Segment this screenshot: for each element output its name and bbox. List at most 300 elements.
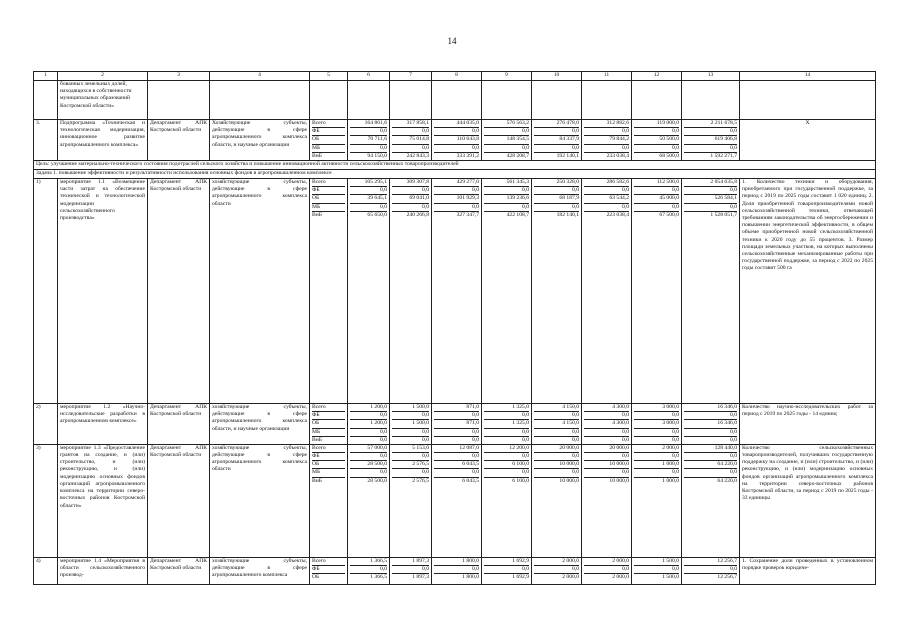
task-row xyxy=(34,169,876,178)
executor: Департамент АПК Костромской области xyxy=(148,403,210,444)
value-cell: 422 108,7 xyxy=(506,211,529,218)
value-cell: 2 000,0 xyxy=(584,558,629,566)
value-col-8 xyxy=(432,444,482,557)
fund-label: Всего xyxy=(312,120,345,128)
value-cell: 0,0 xyxy=(534,566,579,574)
indicator: 1. Сохранение доли проведенных в установленном порядке проверок юридиче- xyxy=(740,557,876,584)
value-col-7 xyxy=(390,120,432,161)
header-col-5: 5 xyxy=(310,72,348,81)
value-cell: 276 478,0 xyxy=(534,120,579,128)
value-col-12 xyxy=(632,178,682,403)
measure-1-2-row xyxy=(34,403,876,444)
value-col-13 xyxy=(682,557,740,584)
value-cell: 0,0 xyxy=(684,566,737,574)
value-cell: 0,0 xyxy=(584,566,629,574)
value-cell: 16 346,0 xyxy=(684,420,737,428)
value-cell: 0,0 xyxy=(584,469,629,477)
value-cell: 0,0 xyxy=(584,429,629,437)
value-cell: 0,0 xyxy=(584,145,629,153)
value-cell: 28 500,0 xyxy=(367,477,387,484)
measure-1-1-row xyxy=(34,178,876,403)
value-col-10 xyxy=(532,120,582,161)
header-col-10: 10 xyxy=(532,72,582,81)
header-col-6: 6 xyxy=(348,72,390,81)
value-cell: 0,0 xyxy=(484,412,529,420)
header-col-9: 9 xyxy=(482,72,532,81)
value-cell: 0,0 xyxy=(392,566,429,574)
value-cell: 0,0 xyxy=(534,429,579,437)
value-cell: 1 897,3 xyxy=(412,574,429,581)
value-cell: 0,0 xyxy=(634,128,679,136)
measure-1-4-row xyxy=(34,557,876,584)
value-cell: 164 861,6 xyxy=(350,120,387,128)
value-cell: 79 844,2 xyxy=(584,136,629,144)
value-cell: 1 000,0 xyxy=(662,477,679,484)
fund-label: ОБ xyxy=(312,420,345,428)
fund-label: МБ xyxy=(312,469,345,477)
participants: хозяйствующие субъекты, действующие в сфере агропромышленного комплекса области xyxy=(210,178,310,403)
value-cell: 1 500,0 xyxy=(392,420,429,428)
fund-label: ВнБ xyxy=(312,436,322,443)
value-cell: 1 200,0 xyxy=(350,420,387,428)
value-cell: 0,0 xyxy=(534,453,579,461)
value-cell: 0,0 xyxy=(534,145,579,153)
value-cell: 576 563,2 xyxy=(484,120,529,128)
header-row xyxy=(34,72,876,81)
value-cell: 0,0 xyxy=(380,436,387,443)
goal-row xyxy=(34,160,876,169)
header-col-7: 7 xyxy=(390,72,432,81)
value-cell: 0,0 xyxy=(434,187,479,195)
value-cell: 6 043,5 xyxy=(462,477,479,484)
value-cell: 0,0 xyxy=(392,204,429,212)
value-cell: 0,0 xyxy=(350,145,387,153)
header-col-14: 14 xyxy=(740,72,876,81)
item-name: Подпрограмма «Техническая и технологическая модернизация, инновационное развитие агропромышленного комплекса» xyxy=(58,120,148,161)
value-cell: 1 325,0 xyxy=(484,404,529,412)
value-cell: 3 000,0 xyxy=(634,404,679,412)
value-cell: 39 645,1 xyxy=(350,195,387,203)
value-cell: 0,0 xyxy=(484,453,529,461)
value-col-10 xyxy=(532,444,582,557)
value-cell: 0,0 xyxy=(392,453,429,461)
value-cell: 0,0 xyxy=(634,187,679,195)
value-col-7 xyxy=(390,444,432,557)
value-cell: 2 211 678,5 xyxy=(684,120,737,128)
value-cell: 0,0 xyxy=(584,412,629,420)
value-cell: 0,0 xyxy=(392,128,429,136)
value-cell: 3 000,0 xyxy=(634,420,679,428)
value-cell: 1 325,0 xyxy=(484,420,529,428)
value-cell: 0,0 xyxy=(534,128,579,136)
executor: Департамент АПК Костромской области xyxy=(148,444,210,557)
program-table xyxy=(33,71,876,585)
value-cell: 6 043,5 xyxy=(434,461,479,469)
value-col-6 xyxy=(348,557,390,584)
value-cell: 0,0 xyxy=(350,128,387,136)
item-name: мероприятие 1.3 «Предоставление грантов на создание, и (или) строительство, и (или) реконструкцию, и (или) модернизацию основных фондов организаций агропромышленного комплекса на территории северо-восточных районов Костромской области» xyxy=(58,444,148,557)
value-col-13 xyxy=(682,444,740,557)
value-cell: 317 858,1 xyxy=(392,120,429,128)
value-cell: 128 440,0 xyxy=(684,445,737,453)
value-cell: 1 366,5 xyxy=(350,558,387,566)
fund-label: ОБ xyxy=(312,461,345,469)
value-cell: 112 500,0 xyxy=(634,179,679,187)
value-cell: 0,0 xyxy=(350,469,387,477)
fund-labels xyxy=(310,557,348,584)
value-col-13 xyxy=(682,120,740,161)
value-col-10 xyxy=(532,557,582,584)
value-cell: 1 800,0 xyxy=(462,574,479,581)
value-col-9 xyxy=(482,557,532,584)
value-col-7 xyxy=(390,403,432,444)
value-col-8 xyxy=(432,120,482,161)
item-number: 4) xyxy=(34,557,58,584)
fund-label: ОБ xyxy=(312,195,345,203)
value-cell: 12 087,0 xyxy=(434,445,479,453)
value-col-12 xyxy=(632,120,682,161)
header-col-11: 11 xyxy=(582,72,632,81)
value-cell: 429 277,0 xyxy=(434,179,479,187)
value-cell: 2 054 635,8 xyxy=(684,179,737,187)
value-col-10 xyxy=(532,403,582,444)
value-cell: 619 406,8 xyxy=(684,136,737,144)
value-cell: 0,0 xyxy=(634,412,679,420)
value-cell: 0,0 xyxy=(350,412,387,420)
value-cell: 101 929,3 xyxy=(434,195,479,203)
fund-label: Всего xyxy=(312,445,345,453)
value-cell: 75 014,8 xyxy=(392,136,429,144)
value-cell: 0,0 xyxy=(730,436,737,443)
item-name: мероприятие 1.4 «Мероприятия в области сельскохозяйственного производ- xyxy=(58,557,148,584)
fund-label: ФБ xyxy=(312,187,345,195)
item-name: мероприятие 1.1 «Возмещение части затрат на обеспечение технической и технологической модернизации сельскохозяйственного производства» xyxy=(58,178,148,403)
value-cell: 0,0 xyxy=(392,187,429,195)
value-cell: 139 236,6 xyxy=(484,195,529,203)
value-cell: 0,0 xyxy=(622,436,629,443)
value-col-13 xyxy=(682,178,740,403)
value-cell: 0,0 xyxy=(350,187,387,195)
value-cell: 84 337,9 xyxy=(534,136,579,144)
value-cell: 0,0 xyxy=(634,469,679,477)
goal-text: Цель: улучшение материально-технического состояния подотраслей сельского хозяйства и повышение инновационной активности сельскохозяйственных товаропроизводителей xyxy=(34,160,876,169)
value-cell: 119 000,0 xyxy=(634,120,679,128)
fund-labels xyxy=(310,120,348,161)
value-col-6 xyxy=(348,444,390,557)
item-number: 2) xyxy=(34,403,58,444)
value-cell: 0,0 xyxy=(484,429,529,437)
value-cell: 250 328,0 xyxy=(534,179,579,187)
value-cell: 12 256,7 xyxy=(684,558,737,566)
fund-label: ФБ xyxy=(312,412,345,420)
value-cell: 1 592 271,7 xyxy=(710,152,737,159)
value-cell: 0,0 xyxy=(484,145,529,153)
value-cell: 1 200,0 xyxy=(350,404,387,412)
value-col-7 xyxy=(390,178,432,403)
value-cell: 2 000,0 xyxy=(562,574,579,581)
executor: Департамент АПК Костромской области xyxy=(148,120,210,161)
value-cell: 0,0 xyxy=(392,429,429,437)
value-col-12 xyxy=(632,557,682,584)
value-cell: 10 000,0 xyxy=(559,477,579,484)
value-cell: 0,0 xyxy=(484,204,529,212)
header-col-1: 1 xyxy=(34,72,58,81)
value-col-11 xyxy=(582,403,632,444)
value-cell: 20 000,0 xyxy=(534,445,579,453)
value-col-11 xyxy=(582,444,632,557)
indicator: Количество сельскохозяйственных товаропроизводителей, получивших государственную поддержку на создание, и (или) строительство, и (или) реконструкцию, и (или) модернизацию основных фондов организаций агропромышленного комплекса на территории северо-восточных районов Костромской области, за период с 2019 по 2025 годы - 33 единицы xyxy=(740,444,876,557)
value-cell: 0,0 xyxy=(484,187,529,195)
value-col-9 xyxy=(482,444,532,557)
fund-label: ОБ xyxy=(312,136,345,144)
value-cell: 0,0 xyxy=(534,187,579,195)
value-cell: 444 035,0 xyxy=(434,120,479,128)
value-cell: 0,0 xyxy=(634,204,679,212)
header-col-2: 2 xyxy=(58,72,148,81)
value-cell: 2 000,0 xyxy=(612,574,629,581)
task-text: Задача 1. повышение эффективности и результативности использования основных фондов в агропромышленном комплексе xyxy=(34,169,876,178)
value-cell: 4 300,0 xyxy=(584,404,629,412)
value-cell: 0,0 xyxy=(684,469,737,477)
indicator: Количество научно-исследовательских работ за период с 2019 по 2025 годы - 14 единиц xyxy=(740,403,876,444)
fund-label: ФБ xyxy=(312,566,345,574)
header-col-8: 8 xyxy=(432,72,482,81)
value-col-8 xyxy=(432,403,482,444)
value-col-6 xyxy=(348,120,390,161)
value-cell: 1 800,0 xyxy=(434,558,479,566)
header-col-4: 4 xyxy=(210,72,310,81)
value-cell: 1 500,0 xyxy=(634,558,679,566)
value-col-8 xyxy=(432,178,482,403)
value-cell: 105 295,1 xyxy=(350,179,387,187)
value-cell: 20 000,0 xyxy=(584,445,629,453)
value-cell: 0,0 xyxy=(522,436,529,443)
value-col-10 xyxy=(532,178,582,403)
value-col-9 xyxy=(482,403,532,444)
fund-label: Всего xyxy=(312,404,345,412)
value-cell: 0,0 xyxy=(684,429,737,437)
value-cell: 0,0 xyxy=(350,566,387,574)
value-cell: 0,0 xyxy=(484,128,529,136)
value-cell: 68 500,0 xyxy=(659,152,679,159)
value-cell: 45 000,0 xyxy=(634,195,679,203)
value-cell: 871,0 xyxy=(434,404,479,412)
value-cell: 0,0 xyxy=(392,145,429,153)
value-cell: 1 692,9 xyxy=(484,558,529,566)
value-col-11 xyxy=(582,120,632,161)
value-cell: 0,0 xyxy=(572,436,579,443)
item-name: мероприятие 1.2 «Научно-исследовательские разработки в агропромышленном комплексе» xyxy=(58,403,148,444)
value-cell: 0,0 xyxy=(434,469,479,477)
value-cell: 4 300,0 xyxy=(584,420,629,428)
executor: Департамент АПК Костромской области xyxy=(148,178,210,403)
continuation-row xyxy=(34,81,876,120)
value-cell: 0,0 xyxy=(634,566,679,574)
value-cell: 0,0 xyxy=(584,187,629,195)
subprogram-3-row xyxy=(34,120,876,161)
value-cell: 0,0 xyxy=(634,429,679,437)
item-number: 1) xyxy=(34,178,58,403)
value-col-6 xyxy=(348,178,390,403)
value-cell: 0,0 xyxy=(684,187,737,195)
participants: хозяйствующие субъекты, действующие в сфере агропромышленного комплекса xyxy=(210,557,310,584)
value-cell: 333 391,2 xyxy=(456,152,479,159)
value-cell: 0,0 xyxy=(634,453,679,461)
participants: хозяйствующие субъекты, действующие в сфере агропромышленного комплекса области xyxy=(210,444,310,557)
value-cell: 0,0 xyxy=(584,204,629,212)
value-cell: 0,0 xyxy=(422,436,429,443)
value-cell: 327 347,7 xyxy=(456,211,479,218)
value-cell: 4 150,0 xyxy=(534,404,579,412)
value-cell: 5 153,0 xyxy=(392,445,429,453)
header-col-13: 13 xyxy=(682,72,740,81)
value-cell: 10 000,0 xyxy=(609,477,629,484)
value-cell: 0,0 xyxy=(672,436,679,443)
value-cell: 0,0 xyxy=(634,145,679,153)
value-cell: 94 150,0 xyxy=(367,152,387,159)
value-cell: 63 544,2 xyxy=(584,195,629,203)
value-cell: 0,0 xyxy=(350,429,387,437)
continuation-text: бованных земельных долей, находящихся в собственности муниципальных образований Костромской области» xyxy=(58,81,148,120)
value-col-11 xyxy=(582,557,632,584)
value-cell: 242 843,3 xyxy=(406,152,429,159)
value-cell: 16 346,0 xyxy=(684,404,737,412)
item-number: 3. xyxy=(34,120,58,161)
value-cell: 0,0 xyxy=(434,412,479,420)
value-cell: 1 000,0 xyxy=(634,461,679,469)
value-cell: 57 000,0 xyxy=(350,445,387,453)
value-col-6 xyxy=(348,403,390,444)
value-cell: 50 500,0 xyxy=(634,136,679,144)
value-cell: 28 500,0 xyxy=(350,461,387,469)
value-cell: 68 187,9 xyxy=(534,195,579,203)
value-col-12 xyxy=(632,403,682,444)
value-col-7 xyxy=(390,557,432,584)
value-cell: 12 256,7 xyxy=(717,574,737,581)
value-cell: 110 643,8 xyxy=(434,136,479,144)
value-cell: 2 576,5 xyxy=(412,477,429,484)
value-cell: 6 100,0 xyxy=(484,461,529,469)
value-col-11 xyxy=(582,178,632,403)
value-cell: 10 000,0 xyxy=(584,461,629,469)
participants: хозяйствующие субъекты, действующие в сфере агропромышленного комплекса области, и научные организации xyxy=(210,403,310,444)
value-cell: 0,0 xyxy=(534,469,579,477)
fund-label: Всего xyxy=(312,179,345,187)
value-cell: 1 366,5 xyxy=(370,574,387,581)
value-col-12 xyxy=(632,444,682,557)
value-cell: 0,0 xyxy=(350,204,387,212)
value-cell: 0,0 xyxy=(584,128,629,136)
value-cell: 0,0 xyxy=(434,429,479,437)
value-cell: 0,0 xyxy=(534,204,579,212)
value-cell: 526 584,1 xyxy=(684,195,737,203)
value-cell: 0,0 xyxy=(392,412,429,420)
value-cell: 182 140,1 xyxy=(556,211,579,218)
value-cell: 312 882,6 xyxy=(584,120,629,128)
value-cell: 0,0 xyxy=(392,469,429,477)
value-cell: 64 220,0 xyxy=(717,477,737,484)
value-cell: 1 528 051,7 xyxy=(710,211,737,218)
value-cell: 0,0 xyxy=(350,453,387,461)
fund-label: МБ xyxy=(312,204,345,212)
value-cell: 0,0 xyxy=(534,412,579,420)
header-col-12: 12 xyxy=(632,72,682,81)
fund-label: ВнБ xyxy=(312,477,322,484)
value-cell: 65 650,0 xyxy=(367,211,387,218)
value-col-9 xyxy=(482,120,532,161)
indicator: Х xyxy=(740,120,876,161)
value-cell: 148 354,5 xyxy=(484,136,529,144)
value-cell: 561 345,3 xyxy=(484,179,529,187)
header-col-3: 3 xyxy=(148,72,210,81)
value-cell: 0,0 xyxy=(584,453,629,461)
item-number: 3) xyxy=(34,444,58,557)
participants: Хозяйствующие субъекты, действующие в сфере агропромышленного комплекса области, и научные организации xyxy=(210,120,310,161)
indicator: 1. Количество техники и оборудования, приобретаемого при государственной поддержке, за период с 2019 по 2025 годы составит 1 020 единиц. 2. Доля приобретенной товаропроизводителями новой сельскохозяйственной техники, отвечающей требованиям законодательства об энергосбережении и повышении энергетической эффективности, в общем объеме приобретенной новой сельскохозяйственной техники к 2020 году до 55 процентов. 3. Размер площади земельных участков, на которых выполнены сельскохозяйственные механизированные работы при государственной поддержке, за период с 2022 по 2025 годы составит 500 га xyxy=(740,178,876,403)
fund-label: ВнБ xyxy=(312,211,322,218)
fund-labels xyxy=(310,178,348,403)
value-cell: 0,0 xyxy=(684,453,737,461)
value-cell: 0,0 xyxy=(472,436,479,443)
value-cell: 0,0 xyxy=(684,412,737,420)
fund-label: МБ xyxy=(312,429,345,437)
value-cell: 6 100,0 xyxy=(512,477,529,484)
value-cell: 223 038,4 xyxy=(606,211,629,218)
value-cell: 10 000,0 xyxy=(534,461,579,469)
value-col-8 xyxy=(432,557,482,584)
value-cell: 309 307,8 xyxy=(392,179,429,187)
executor: Департамент АПК Костромской области xyxy=(148,557,210,584)
value-cell: 192 140,1 xyxy=(556,152,579,159)
value-cell: 0,0 xyxy=(434,145,479,153)
value-cell: 1 692,9 xyxy=(512,574,529,581)
value-cell: 2 576,5 xyxy=(392,461,429,469)
value-cell: 2 000,0 xyxy=(534,558,579,566)
value-cell: 233 038,4 xyxy=(606,152,629,159)
value-cell: 0,0 xyxy=(684,145,737,153)
value-cell: 70 711,6 xyxy=(350,136,387,144)
value-cell: 240 266,8 xyxy=(406,211,429,218)
value-cell: 4 150,0 xyxy=(534,420,579,428)
value-cell: 871,0 xyxy=(434,420,479,428)
value-cell: 0,0 xyxy=(434,453,479,461)
value-cell: 0,0 xyxy=(434,204,479,212)
fund-label: ОБ xyxy=(312,574,320,581)
fund-label: ВнБ xyxy=(312,152,322,159)
value-cell: 1 500,0 xyxy=(392,404,429,412)
value-cell: 0,0 xyxy=(684,128,737,136)
fund-label: Всего xyxy=(312,558,345,566)
value-cell: 1 897,3 xyxy=(392,558,429,566)
value-cell: 0,0 xyxy=(684,204,737,212)
value-cell: 0,0 xyxy=(434,566,479,574)
value-cell: 2 000,0 xyxy=(634,445,679,453)
fund-label: ФБ xyxy=(312,453,345,461)
fund-label: ФБ xyxy=(312,128,345,136)
value-cell: 0,0 xyxy=(434,128,479,136)
value-col-13 xyxy=(682,403,740,444)
value-cell: 0,0 xyxy=(484,566,529,574)
measure-1-3-row xyxy=(34,444,876,557)
fund-labels xyxy=(310,444,348,557)
page-number: 14 xyxy=(447,36,457,46)
value-cell: 64 220,0 xyxy=(684,461,737,469)
value-cell: 67 500,0 xyxy=(659,211,679,218)
fund-labels xyxy=(310,403,348,444)
value-col-9 xyxy=(482,178,532,403)
value-cell: 286 582,6 xyxy=(584,179,629,187)
value-cell: 69 041,0 xyxy=(392,195,429,203)
